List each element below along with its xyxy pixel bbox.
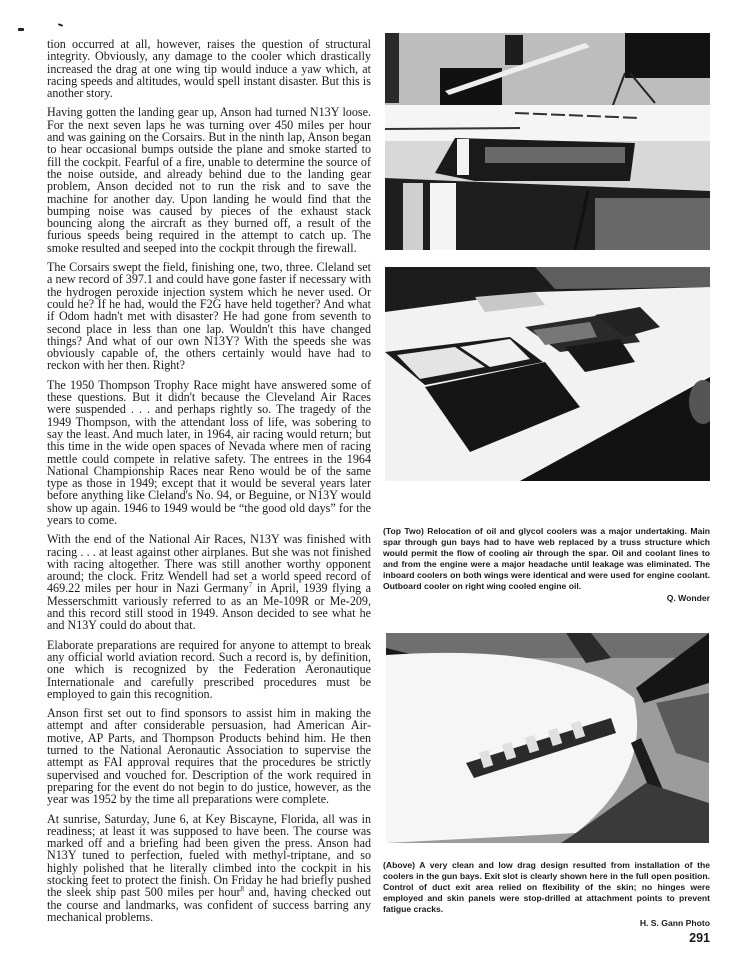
- paragraph: The Corsairs swept the field, finishing one, two, three. Cleland set a new record of 397.1 and could have gone faster if necessary with the hydrogen peroxide injection system which he never used. Or could he? If he had, would the F2G have held together? And what if Odom hadn't met with disaster? He had gone from seventh to second place in less than one lap. Wouldn't this have changed things? And what of our own N13Y? With the speeds she was obviously capable of, the others certainly would have had to reckon with her then. Right?: [47, 260, 371, 373]
- photo-image: [386, 633, 709, 843]
- paragraph-text: and, having checked out the course and landmarks, was confident of success barring any mechanical problems.: [47, 885, 371, 924]
- paragraph: The 1950 Thompson Trophy Race might have answered some of these questions. But it didn't because the Cleveland Air Races were suspended . . . and perhaps rightly so. The tragedy of the 1949 Thompson, with the attendant loss of life, was sobering to say the least. And much later, in 1964, air racing would return; but this time in the wide open spaces of Nevada where men of racing mettle could compete in relative safety. The entrees in the 1964 National Championship Races near Reno would be of the same type as those in 1949; except that it would be several years later before anything like Cleland's No. 94, or Beguine, or N13Y would show up again. 1946 to 1949 would be “the good old days” for the years to come.: [47, 377, 371, 527]
- paragraph: [47, 813, 371, 924]
- figure-caption-above: [383, 860, 710, 930]
- caption-text: (Above) A very clean and low drag design resulted from installation of the coolers in the gun bays. Exit slot is clearly shown here in the full open position. Control of duct exit area relied on flexibility of the skin; no hinges were employed and skin panels were stop-drilled at attachment points to prevent fatigue cracks.: [383, 860, 710, 915]
- paragraph: tion occurred at all, however, raises the question of structural integrity. Obviously, any damage to the cooler which drastically increased the drag at one wing tip would induce a yaw which, at racing speeds and altitudes, would spell instant disaster. But this is another story.: [47, 37, 371, 101]
- article-body: [47, 38, 371, 930]
- figure-caption-top-two: [383, 526, 710, 604]
- footnote-marker: 8: [240, 885, 245, 894]
- paragraph-text: in April, 1939 flying a Messerschmitt variously referred to as an Me-109R or Me-209, and this record still stood in 1949. Anson decided to see what he and N13Y could do about that.: [47, 581, 371, 633]
- paragraph: Elaborate preparations are required for anyone to attempt to break any official world aviation record. Such a record is, by definition, one which is recognized by the Federation Aeronautique Internationale and carefully prescribed procedures must be employed to gain this recognition.: [47, 637, 371, 701]
- photo-credit: Q. Wonder: [666, 592, 710, 603]
- photo-credit: H. S. Gann Photo: [639, 918, 710, 929]
- paragraph-text: With the end of the National Air Races, N13Y was finished with racing . . . at least against other airplanes. But she was not finished with racing altogether. There was still another worthy opponent around; the clock. Fritz Wendell had set a world speed record of 469.22 miles per hour in Nazi Germany: [47, 532, 371, 596]
- photo-wing-coolers-exposed: [385, 267, 710, 481]
- scan-mark: [58, 23, 63, 27]
- footnote-marker: 7: [248, 581, 253, 590]
- paragraph: [47, 533, 371, 631]
- photo-cooler-exit-slot: [386, 633, 709, 843]
- page-number: 291: [689, 931, 710, 945]
- photo-wing-gun-bay-top: [385, 33, 710, 250]
- photo-image: [385, 267, 710, 481]
- paragraph-text: At sunrise, Saturday, June 6, at Key Biscayne, Florida, all was in readiness; at least it was supposed to have been. The course was marked off and a briefing had been given the press. Anson had N13Y tuned to perfection, fueled with methyl-triptane, and so highly polished that he literally climbed into the cockpit in his stocking feet to protect the finish. On Friday he had briefly pushed the sleek ship past 500 miles per hour: [47, 811, 371, 900]
- caption-text: (Top Two) Relocation of oil and glycol coolers was a major undertaking. Main spar through gun bays had to have web replaced by a truss structure which would permit the flow of cooling air through the spar. Oil and coolant lines to and from the engine were a major headache until leakage was eliminated. The inboard coolers on both wings were identical and were used for engine coolant. Outboard cooler on right wing cooled engine oil.: [383, 526, 710, 592]
- photo-image: [385, 33, 710, 250]
- scan-mark: [18, 28, 24, 31]
- paragraph: Anson first set out to find sponsors to assist him in making the attempt and after considerable persuasion, had American Airmotive, AP Parts, and Thompson Products behind him. He then turned to the National Aeronautic Association to supervise the attempt as FAI approval requires that the procedures be strictly supervised and vouched for. Description of the work required in preparing for the event do not begin to do justice, however, as the year was 1952 by the time all preparations were complete.: [47, 706, 371, 807]
- paragraph: Having gotten the landing gear up, Anson had turned N13Y loose. For the next seven laps he was turning over 450 miles per hour and was gaining on the Corsairs. But in the ninth lap, Anson began to hear occasional bumps outside the plane and smoke started to fill the cockpit. Fearful of a fire, unable to determine the source of the noise outside, and already behind due to the landing gear problem, Anson decided not to run the risk and to save the machine for another day. Upon landing he would find that the bumping noise was caused by pieces of the exhaust stack bouncing along the aircraft as they burned off, a result of the furious speeds being required in the attempt to catch up. The smoke resulted and seeped into the cockpit through the firewall.: [47, 105, 371, 255]
